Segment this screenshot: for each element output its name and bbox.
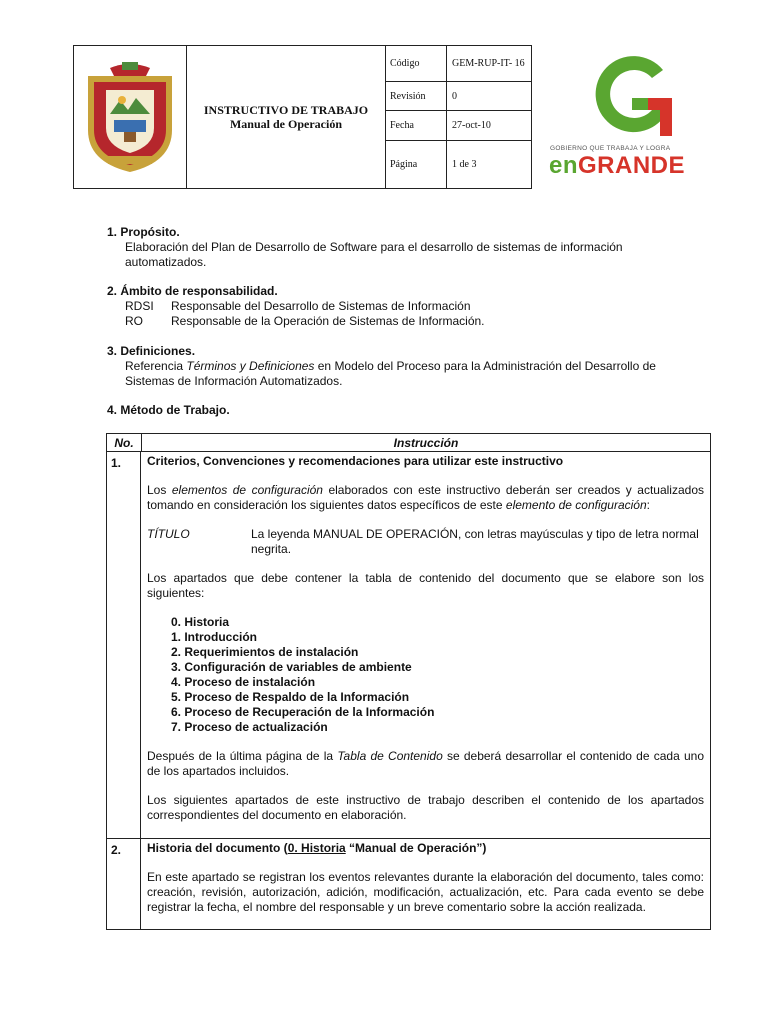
section-definitions <box>107 344 667 389</box>
text-run: elaborados con este instructivo deberán ser creados y actualizados tomando en consideración los siguientes datos específicos de este <box>147 483 704 512</box>
list-item: 7. Proceso de actualización <box>171 720 328 734</box>
meta-key: Código <box>386 46 447 81</box>
method-table <box>106 433 711 930</box>
section-heading: 2. Ámbito de responsabilidad. <box>107 284 278 298</box>
meta-value: 1 de 3 <box>452 159 477 170</box>
section-purpose <box>107 225 667 270</box>
definition-item <box>147 527 704 557</box>
definition-desc: La leyenda MANUAL DE OPERACIÓN, con letras mayúsculas y tipo de letra normal negrita. <box>251 527 699 556</box>
contents-list <box>147 615 704 735</box>
meta-key: Página <box>386 141 447 188</box>
document-type-title: INSTRUCTIVO DE TRABAJO <box>203 103 369 117</box>
text-run: se deberá desarrollar el contenido de cada uno de los apartados incluidos. <box>147 749 705 778</box>
role-abbr: RDSI <box>125 299 154 313</box>
col-header-instruction: Instrucción <box>393 435 459 450</box>
meta-key: Fecha <box>386 111 447 140</box>
document-title-cell <box>187 46 386 188</box>
section-heading: 1. Propósito. <box>107 225 180 239</box>
list-item: 5. Proceso de Respaldo de la Información <box>171 690 410 704</box>
meta-row-revision <box>386 82 531 111</box>
section-text <box>107 359 667 389</box>
table-row <box>107 452 710 839</box>
text-run: en Modelo del Proceso para la Administración del Desarrollo de Sistemas de Información Automatizados. <box>125 359 656 388</box>
document-meta-table <box>386 46 531 188</box>
paragraph: Los apartados que debe contener la tabla de contenido del documento que se elabore son los siguientes: <box>147 571 704 600</box>
meta-row-code <box>386 46 531 82</box>
brand-word-main: GRANDE <box>578 152 686 179</box>
row-title: Criterios, Convenciones y recomendaciones para utilizar este instructivo <box>147 454 564 468</box>
list-item: 6. Proceso de Recuperación de la Información <box>171 705 435 719</box>
text-emphasis: elemento de configuración <box>505 498 647 512</box>
paragraph: En este apartado se registran los eventos relevantes durante la elaboración del documento, tales como: creación, revisión, autorización, adición, modificación, actualización, etc. Para cada evento se debe registrar la fecha, el nombre del responsable y un breve comentario sobre la acción realizada. <box>147 870 704 914</box>
meta-row-date <box>386 111 531 141</box>
document-subtitle: Manual de Operación <box>229 117 342 131</box>
section-heading: 3. Definiciones. <box>107 344 196 358</box>
list-item: 1. Introducción <box>171 630 258 644</box>
list-item: 4. Proceso de instalación <box>171 675 316 689</box>
text-run: Después de la última página de la <box>147 749 338 763</box>
responsibility-item <box>107 299 667 314</box>
section-text: Elaboración del Plan de Desarrollo de Software para el desarrollo de sistemas de información automatizados. <box>125 240 623 269</box>
text-emphasis: Tabla de Contenido <box>337 749 443 763</box>
g-logo-icon <box>548 52 708 142</box>
text-emphasis: Términos y Definiciones <box>186 359 315 373</box>
meta-row-page <box>386 141 531 188</box>
list-item: 3. Configuración de variables de ambiente <box>171 660 412 674</box>
row-content <box>141 839 710 930</box>
paragraph <box>147 483 704 513</box>
state-seal-icon <box>80 58 180 176</box>
text-run: Referencia <box>125 359 187 373</box>
document-header <box>73 45 532 189</box>
section-method <box>107 403 667 418</box>
text-run: : <box>646 498 650 512</box>
col-header-no: No. <box>107 434 142 451</box>
responsibility-item <box>107 314 667 329</box>
section-responsibility <box>107 284 667 329</box>
list-item: 0. Historia <box>171 615 230 629</box>
brand-word-prefix: en <box>549 152 579 179</box>
government-brand-logo <box>548 52 708 187</box>
definition-term: TÍTULO <box>147 527 190 541</box>
text-run: Historia del documento ( <box>147 841 288 855</box>
row-content <box>141 452 710 838</box>
text-run: Los <box>147 483 172 497</box>
role-desc: Responsable del Desarrollo de Sistemas de Información <box>171 299 471 313</box>
meta-value: 27-oct-10 <box>452 120 491 131</box>
meta-key: Revisión <box>386 82 447 110</box>
role-abbr: RO <box>125 314 143 328</box>
role-desc: Responsable de la Operación de Sistemas de Información. <box>171 314 485 328</box>
section-heading: 4. Método de Trabajo. <box>107 403 230 417</box>
row-title <box>147 841 704 856</box>
row-number: 2. <box>107 839 141 930</box>
state-seal-cell <box>74 46 187 188</box>
paragraph: Los siguientes apartados de este instructivo de trabajo describen el contenido de los apartados correspondientes del documento en elaboración. <box>147 793 704 822</box>
text-run: “Manual de Operación”) <box>345 841 487 855</box>
paragraph <box>147 749 704 779</box>
list-item: 2. Requerimientos de instalación <box>171 645 359 659</box>
brand-wordmark <box>549 152 685 180</box>
meta-value: 0 <box>452 90 457 102</box>
row-number: 1. <box>107 452 141 838</box>
meta-value: GEM-RUP-IT- 16 <box>452 58 525 69</box>
text-emphasis: elementos de configuración <box>171 483 323 497</box>
table-header <box>107 434 710 452</box>
table-row <box>107 839 710 930</box>
text-underlined: 0. Historia <box>287 841 346 855</box>
brand-tagline: GOBIERNO QUE TRABAJA Y LOGRA <box>550 145 671 152</box>
